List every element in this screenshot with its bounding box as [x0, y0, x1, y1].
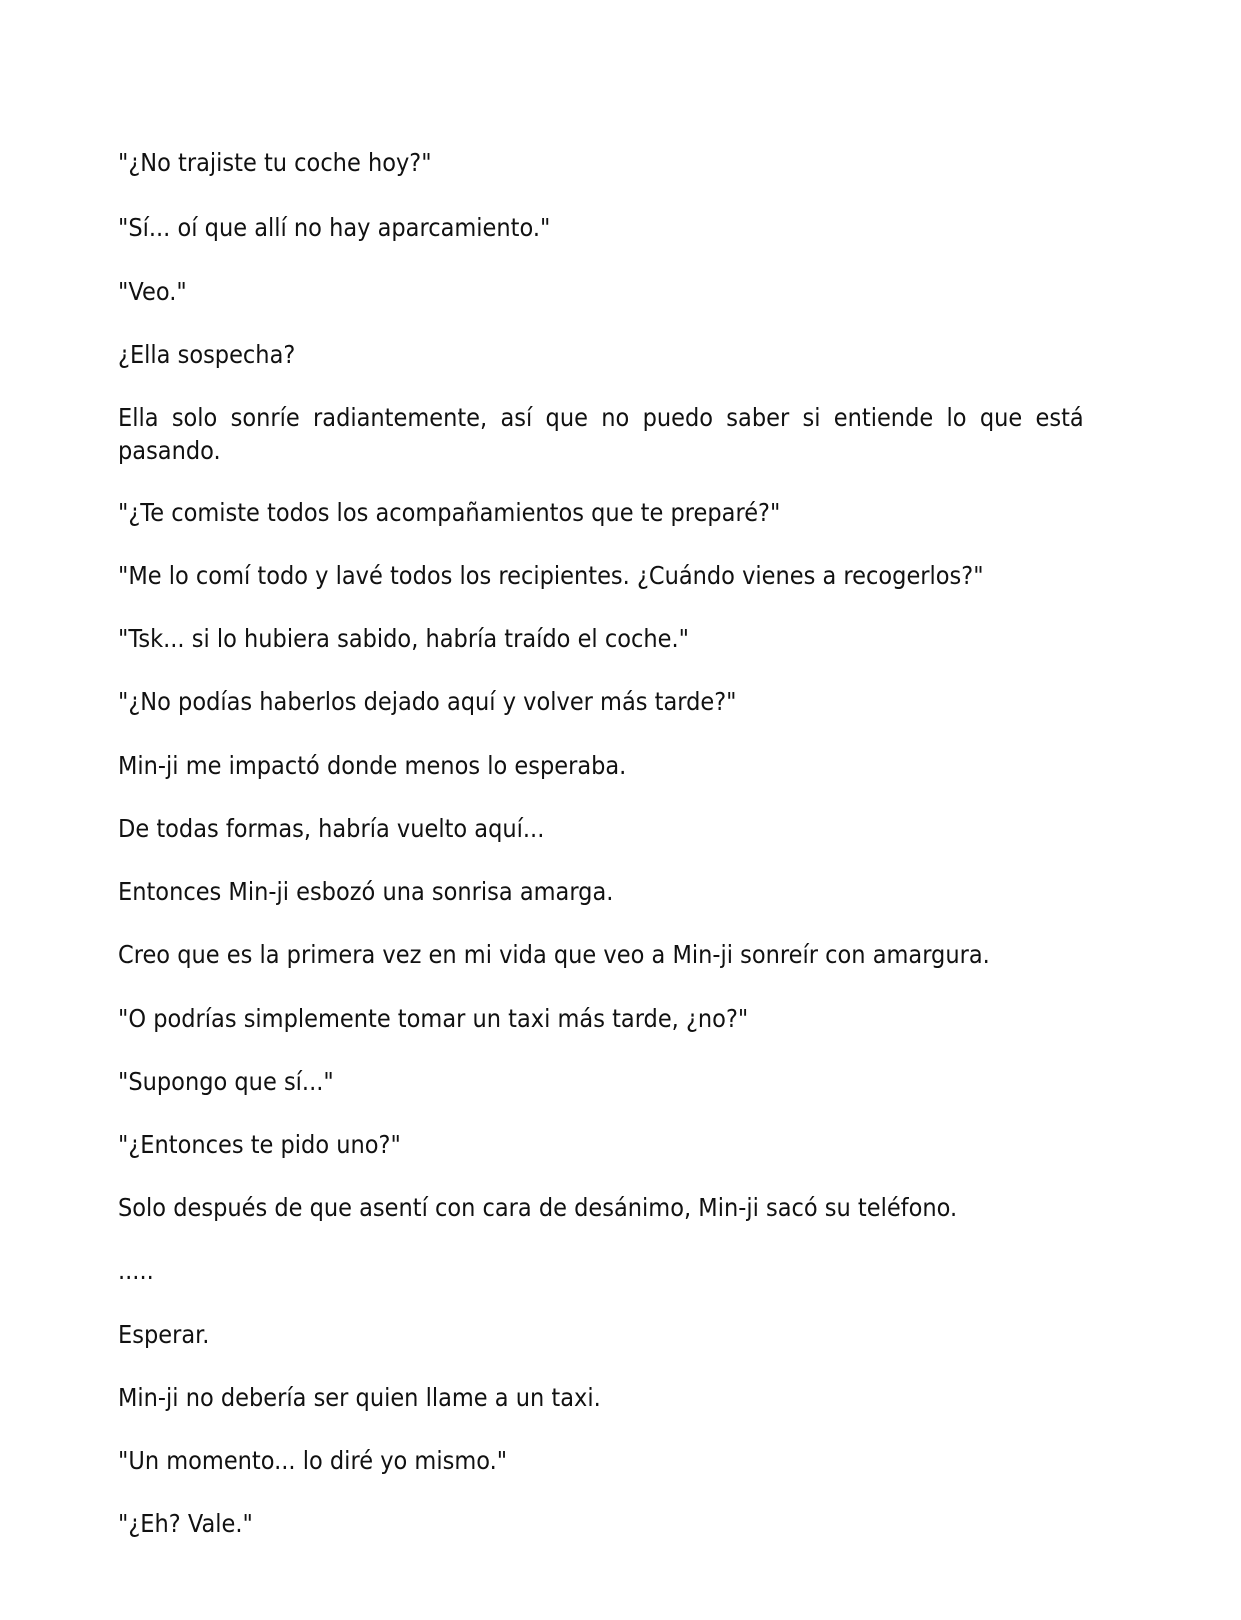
paragraph-6: "¿Te comiste todos los acompañamientos que te preparé?" [118, 498, 781, 527]
paragraph-16: "¿Entonces te pido uno?" [118, 1130, 401, 1159]
paragraph-14: "O podrías simplemente tomar un taxi más tarde, ¿no?" [118, 1004, 749, 1033]
paragraph-12: Entonces Min-ji esbozó una sonrisa amarga. [118, 877, 614, 906]
paragraph-5: Ella solo sonríe radiantemente, así que no puedo saber si entiende lo que está pasando. [118, 403, 1084, 465]
paragraph-3: "Veo." [118, 277, 187, 306]
paragraph-13: Creo que es la primera vez en mi vida que veo a Min-ji sonreír con amargura. [118, 940, 990, 969]
paragraph-9: "¿No podías haberlos dejado aquí y volver más tarde?" [118, 687, 737, 716]
paragraph-11: De todas formas, habría vuelto aquí... [118, 814, 545, 843]
paragraph-8: "Tsk... si lo hubiera sabido, habría traído el coche." [118, 624, 689, 653]
paragraph-2: "Sí... oí que allí no hay aparcamiento." [118, 213, 551, 242]
paragraph-21: "Un momento... lo diré yo mismo." [118, 1446, 508, 1475]
paragraph-10: Min-ji me impactó donde menos lo esperaba. [118, 751, 627, 780]
paragraph-17: Solo después de que asentí con cara de desánimo, Min-ji sacó su teléfono. [118, 1193, 958, 1222]
paragraph-22: "¿Eh? Vale." [118, 1509, 253, 1538]
paragraph-4: ¿Ella sospecha? [118, 340, 296, 369]
paragraph-1: "¿No trajiste tu coche hoy?" [118, 148, 432, 177]
paragraph-20: Min-ji no debería ser quien llame a un taxi. [118, 1383, 601, 1412]
paragraph-18: ..... [118, 1256, 154, 1285]
paragraph-7: "Me lo comí todo y lavé todos los recipientes. ¿Cuándo vienes a recogerlos?" [118, 561, 984, 590]
paragraph-19: Esperar. [118, 1320, 210, 1349]
paragraph-15: "Supongo que sí..." [118, 1067, 334, 1096]
